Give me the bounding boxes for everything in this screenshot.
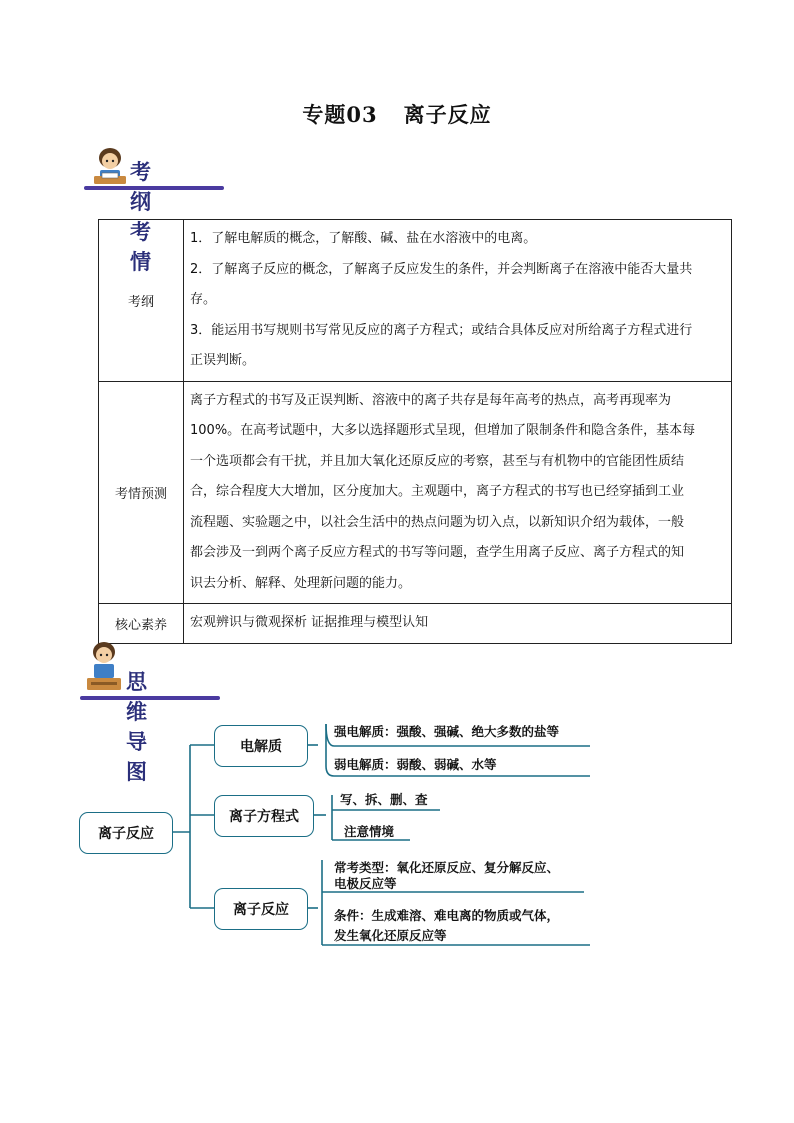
student-thinking-icon — [82, 638, 126, 694]
row-content — [184, 381, 732, 604]
mindmap-leaf: 注意情境 — [344, 824, 395, 839]
table-row — [99, 220, 732, 382]
row-content — [184, 604, 732, 644]
mindmap-branch-node — [214, 795, 314, 837]
mindmap-leaf: 发生氧化还原反应等 — [334, 928, 447, 943]
mindmap-branch-node — [214, 888, 308, 930]
content-line: 合，综合程度大大增加，区分度加大。主观题中，离子方程式的书写也已经穿插到工业 — [190, 484, 685, 499]
mindmap-leaf: 常考类型：氧化还原反应、复分解反应、 — [334, 860, 560, 875]
content-line: 离子方程式的书写及正误判断、溶液中的离子共存是每年高考的热点，高考再现率为 — [190, 392, 672, 408]
row-content — [184, 220, 732, 382]
content-line: 识去分析、解释、处理新问题的能力。 — [190, 575, 412, 591]
content-line: 正误判断。 — [190, 353, 256, 368]
row-label: 考纲 — [99, 220, 184, 382]
title-code: 专题03 — [302, 102, 378, 127]
row-label: 核心素养 — [99, 604, 184, 644]
content-line: 2．了解离子反应的概念，了解离子反应发生的条件，并会判断离子在溶液中能否大量共 — [190, 261, 693, 277]
mindmap-branch-label: 电解质 — [240, 739, 282, 755]
content-line: 存。 — [190, 292, 217, 307]
page-title — [0, 99, 794, 129]
content-line: 1．了解电解质的概念，了解酸、碱、盐在水溶液中的电离。 — [190, 231, 537, 246]
mindmap-leaf: 写、拆、删、查 — [340, 792, 428, 807]
mindmap-branch-label: 离子方程式 — [229, 809, 299, 825]
mindmap-root-node — [79, 812, 173, 854]
content-line: 一个选项都会有干扰，并且加大氧化还原反应的考察，甚至与有机物中的官能团性质结 — [190, 453, 685, 469]
title-topic: 离子反应 — [403, 102, 492, 127]
section-heading-label: 考纲考情 — [130, 160, 151, 274]
mindmap-leaf: 条件：生成难溶、难电离的物质或气体， — [334, 908, 560, 923]
mindmap-branch-node — [214, 725, 308, 767]
mindmap-leaf: 电极反应等 — [334, 876, 397, 891]
section-underline — [84, 186, 224, 190]
mindmap-leaf: 弱电解质：弱酸、弱碱、水等 — [334, 757, 497, 772]
content-line: 100%。在高考试题中，大多以选择题形式呈现，但增加了限制条件和隐含条件，基本每 — [190, 423, 696, 438]
mindmap-branch-label: 离子反应 — [233, 902, 289, 918]
table-row — [99, 381, 732, 604]
section-heading-label: 思维导图 — [126, 670, 147, 784]
row-label: 考情预测 — [99, 381, 184, 604]
content-line: 3．能运用书写规则书写常见反应的离子方程式；或结合具体反应对所给离子方程式进行 — [190, 322, 693, 338]
student-reading-icon — [88, 146, 132, 186]
mindmap-leaf: 强电解质：强酸、强碱、绝大多数的盐等 — [334, 724, 560, 739]
content-line: 宏观辨识与微观探析 证据推理与模型认知 — [190, 615, 429, 630]
content-line: 都会涉及一到两个离子反应方程式的书写等问题，查学生用离子反应、离子方程式的知 — [190, 545, 685, 560]
mindmap-root-label: 离子反应 — [98, 826, 154, 842]
content-line: 流程题、实验题之中，以社会生活中的热点问题为切入点，以新知识介绍为载体，一般 — [190, 514, 685, 530]
table-row — [99, 604, 732, 644]
exam-outline-table — [98, 219, 732, 644]
